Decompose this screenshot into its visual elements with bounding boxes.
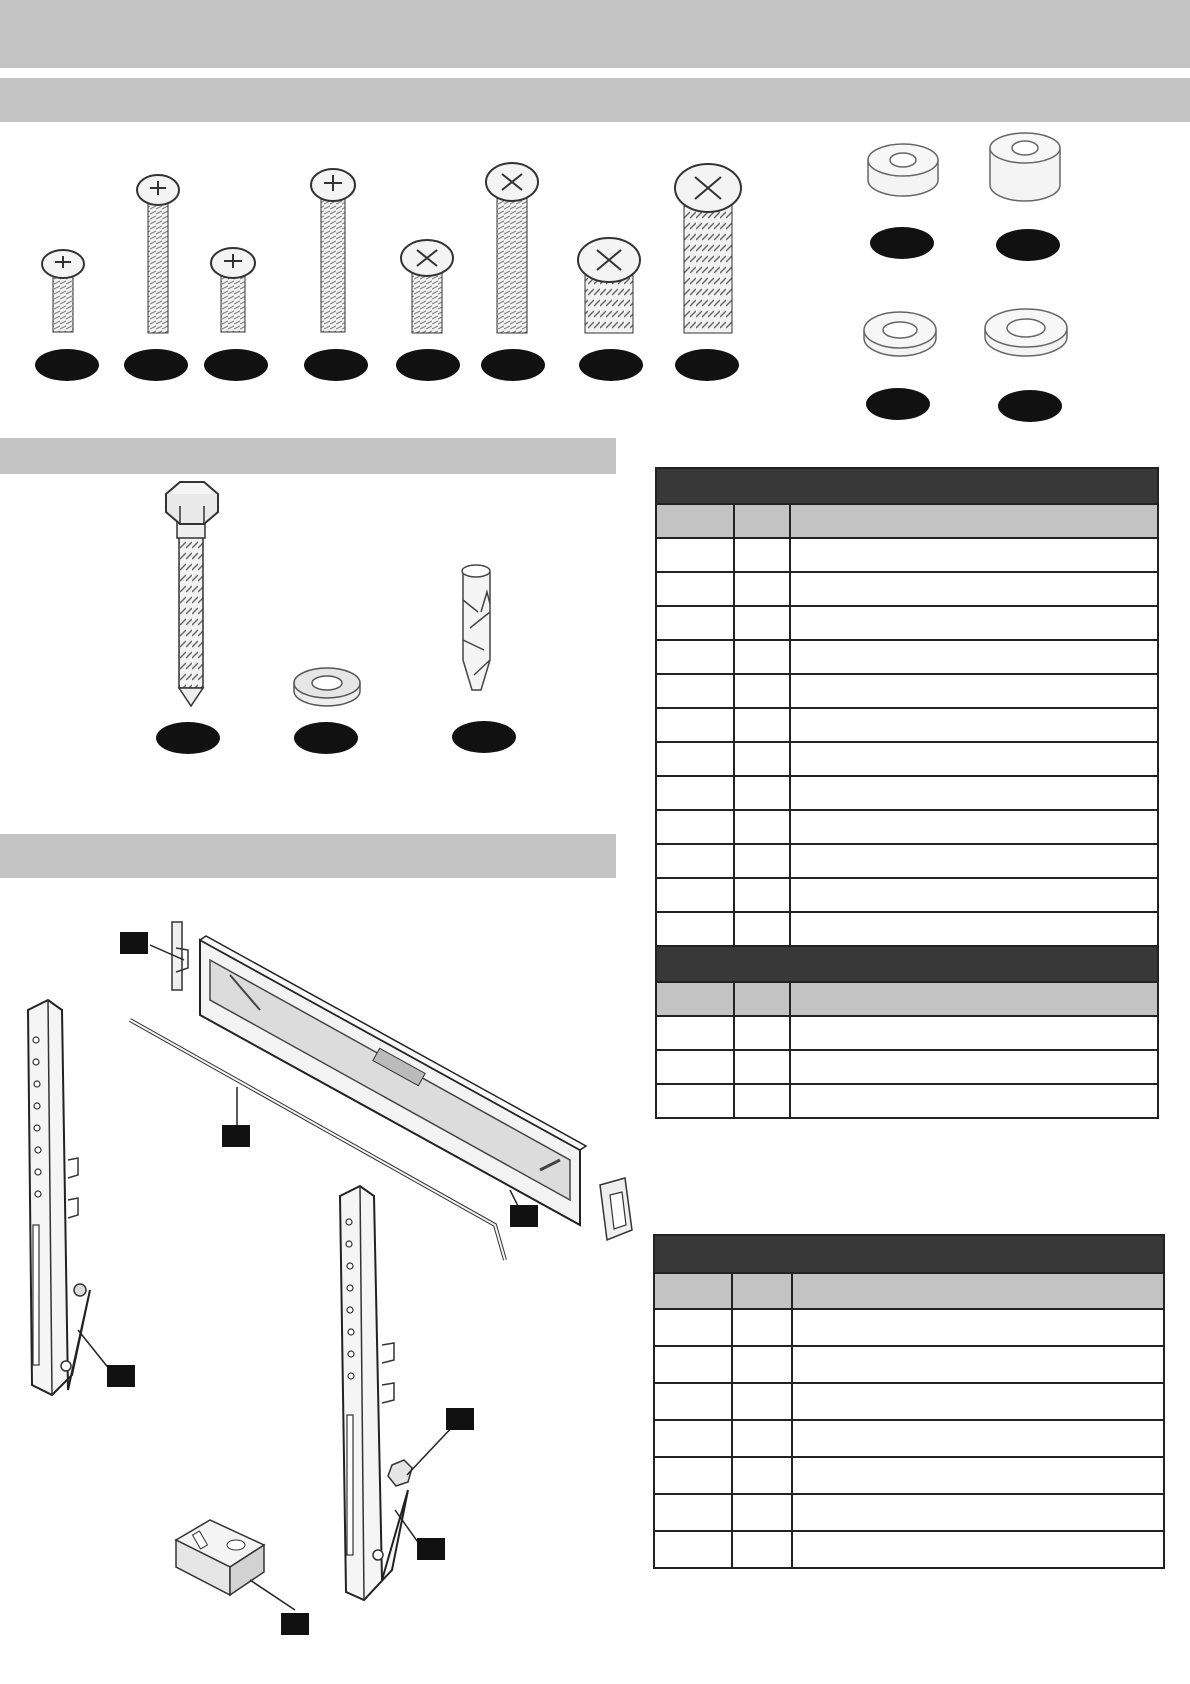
table-cell — [790, 606, 1158, 640]
spacer-tall-icon — [990, 133, 1060, 201]
table-cell — [656, 912, 734, 946]
table-cell — [654, 1383, 732, 1420]
spacer-block-icon — [176, 1520, 264, 1595]
screw-1-icon — [42, 250, 84, 332]
lag-washer-label-oval — [294, 722, 358, 754]
wall-list-header-1 — [656, 982, 734, 1016]
wall-list-title — [656, 946, 1158, 982]
screw-5-icon — [401, 240, 453, 333]
spacer-small-icon — [868, 144, 938, 196]
table-row — [656, 572, 1158, 606]
table-row — [656, 878, 1158, 912]
wall-plate-icon — [200, 936, 586, 1225]
wall-plate-callout — [510, 1205, 538, 1227]
table-cell — [734, 810, 790, 844]
table-cell — [656, 742, 734, 776]
table-cell — [790, 912, 1158, 946]
table-cell — [790, 1084, 1158, 1118]
screw-4-label-oval — [304, 349, 368, 381]
parts-list-header-3 — [792, 1273, 1164, 1309]
table-cell — [654, 1494, 732, 1531]
table-row — [656, 708, 1158, 742]
table-cell — [732, 1346, 792, 1383]
screw-label-ovals — [35, 349, 739, 381]
screw-7-icon — [578, 238, 640, 333]
washer-small-label-oval — [866, 388, 930, 420]
table-row — [656, 606, 1158, 640]
hardware-list-header-2 — [734, 504, 790, 538]
spacer-block-callout — [281, 1613, 309, 1635]
table-cell — [734, 674, 790, 708]
table-row — [654, 1346, 1164, 1383]
spacer-small-label-oval — [870, 227, 934, 259]
table-cell — [734, 606, 790, 640]
screw-1-label-oval — [35, 349, 99, 381]
wall-anchor-icon — [462, 565, 490, 690]
parts-list-title — [654, 1235, 1164, 1273]
table-cell — [654, 1309, 732, 1346]
table-cell — [656, 708, 734, 742]
table-cell — [656, 878, 734, 912]
table-row — [656, 810, 1158, 844]
table-cell — [790, 674, 1158, 708]
right-bracket-icon — [340, 1186, 412, 1600]
table-row — [656, 674, 1158, 708]
table-cell — [734, 538, 790, 572]
table-row — [654, 1531, 1164, 1568]
wall-anchor-label-oval — [452, 721, 516, 753]
lag-washer-icon — [294, 668, 360, 706]
table-cell — [656, 844, 734, 878]
table-cell — [790, 1050, 1158, 1084]
table-cell — [656, 606, 734, 640]
table-cell — [732, 1531, 792, 1568]
table-cell — [734, 742, 790, 776]
table-cell — [654, 1457, 732, 1494]
table-row — [656, 1084, 1158, 1118]
screw-8-label-oval — [675, 349, 739, 381]
table-cell — [734, 776, 790, 810]
hardware-list-title — [656, 468, 1158, 504]
table-cell — [790, 776, 1158, 810]
screw-3-label-oval — [204, 349, 268, 381]
table-cell — [732, 1457, 792, 1494]
table-row — [656, 776, 1158, 810]
table-cell — [734, 878, 790, 912]
table-cell — [732, 1420, 792, 1457]
table-row — [656, 1016, 1158, 1050]
table-cell — [656, 1050, 734, 1084]
table-cell — [790, 708, 1158, 742]
table-cell — [656, 776, 734, 810]
table-cell — [734, 572, 790, 606]
table-cell — [732, 1494, 792, 1531]
table-cell — [792, 1346, 1164, 1383]
table-cell — [656, 538, 734, 572]
washer-small-icon — [864, 312, 936, 356]
table-cell — [790, 878, 1158, 912]
table-cell — [792, 1309, 1164, 1346]
clip-callout — [120, 932, 148, 954]
table-cell — [790, 742, 1158, 776]
screw-5-label-oval — [396, 349, 460, 381]
table-cell — [732, 1383, 792, 1420]
table-cell — [656, 1016, 734, 1050]
washer-large-label-oval — [998, 390, 1062, 422]
screw-8-icon — [675, 164, 741, 333]
table-cell — [790, 640, 1158, 674]
table-cell — [790, 1016, 1158, 1050]
table-cell — [656, 810, 734, 844]
table-cell — [792, 1383, 1164, 1420]
screw-6-icon — [486, 163, 538, 333]
table-row — [656, 538, 1158, 572]
end-cap-icon — [600, 1178, 632, 1240]
left-bracket-icon — [28, 1000, 90, 1395]
parts-list-header-1 — [654, 1273, 732, 1309]
parts-list-table — [653, 1234, 1165, 1569]
hardware-list-header-3 — [790, 504, 1158, 538]
screw-7-label-oval — [579, 349, 643, 381]
safety-bar-callout — [222, 1125, 250, 1147]
wall-list-header-2 — [734, 982, 790, 1016]
table-cell — [654, 1531, 732, 1568]
table-cell — [656, 572, 734, 606]
table-row — [656, 1050, 1158, 1084]
table-cell — [734, 1050, 790, 1084]
spacer-tall-label-oval — [996, 229, 1060, 261]
hardware-list-table — [655, 467, 1159, 1119]
table-row — [656, 844, 1158, 878]
hardware-list-header-1 — [656, 504, 734, 538]
wall-hardware-label-ovals — [156, 721, 516, 754]
table-row — [654, 1309, 1164, 1346]
table-row — [654, 1494, 1164, 1531]
screw-2-icon — [137, 175, 179, 333]
table-cell — [734, 912, 790, 946]
washer-large-icon — [985, 309, 1067, 356]
table-cell — [790, 538, 1158, 572]
table-cell — [792, 1494, 1164, 1531]
table-cell — [734, 708, 790, 742]
table-cell — [732, 1309, 792, 1346]
table-row — [654, 1383, 1164, 1420]
table-cell — [734, 1084, 790, 1118]
table-row — [656, 912, 1158, 946]
right-bracket-callout — [417, 1538, 445, 1560]
table-cell — [792, 1420, 1164, 1457]
table-cell — [734, 640, 790, 674]
table-cell — [734, 844, 790, 878]
table-cell — [656, 674, 734, 708]
table-cell — [654, 1420, 732, 1457]
table-row — [654, 1420, 1164, 1457]
table-cell — [790, 810, 1158, 844]
left-bracket-callout — [107, 1365, 135, 1387]
table-row — [656, 640, 1158, 674]
table-cell — [656, 640, 734, 674]
table-cell — [654, 1346, 732, 1383]
lag-bolt-label-oval — [156, 722, 220, 754]
table-cell — [792, 1531, 1164, 1568]
table-row — [654, 1457, 1164, 1494]
lag-bolt-icon — [166, 482, 218, 706]
table-cell — [790, 572, 1158, 606]
table-cell — [734, 1016, 790, 1050]
table-cell — [656, 1084, 734, 1118]
screw-2-label-oval — [124, 349, 188, 381]
parts-list-header-2 — [732, 1273, 792, 1309]
wall-list-header-3 — [790, 982, 1158, 1016]
knob-callout — [446, 1408, 474, 1430]
table-cell — [790, 844, 1158, 878]
screw-4-icon — [311, 169, 355, 332]
table-cell — [792, 1457, 1164, 1494]
screw-3-icon — [211, 248, 255, 332]
table-row — [656, 742, 1158, 776]
screw-6-label-oval — [481, 349, 545, 381]
